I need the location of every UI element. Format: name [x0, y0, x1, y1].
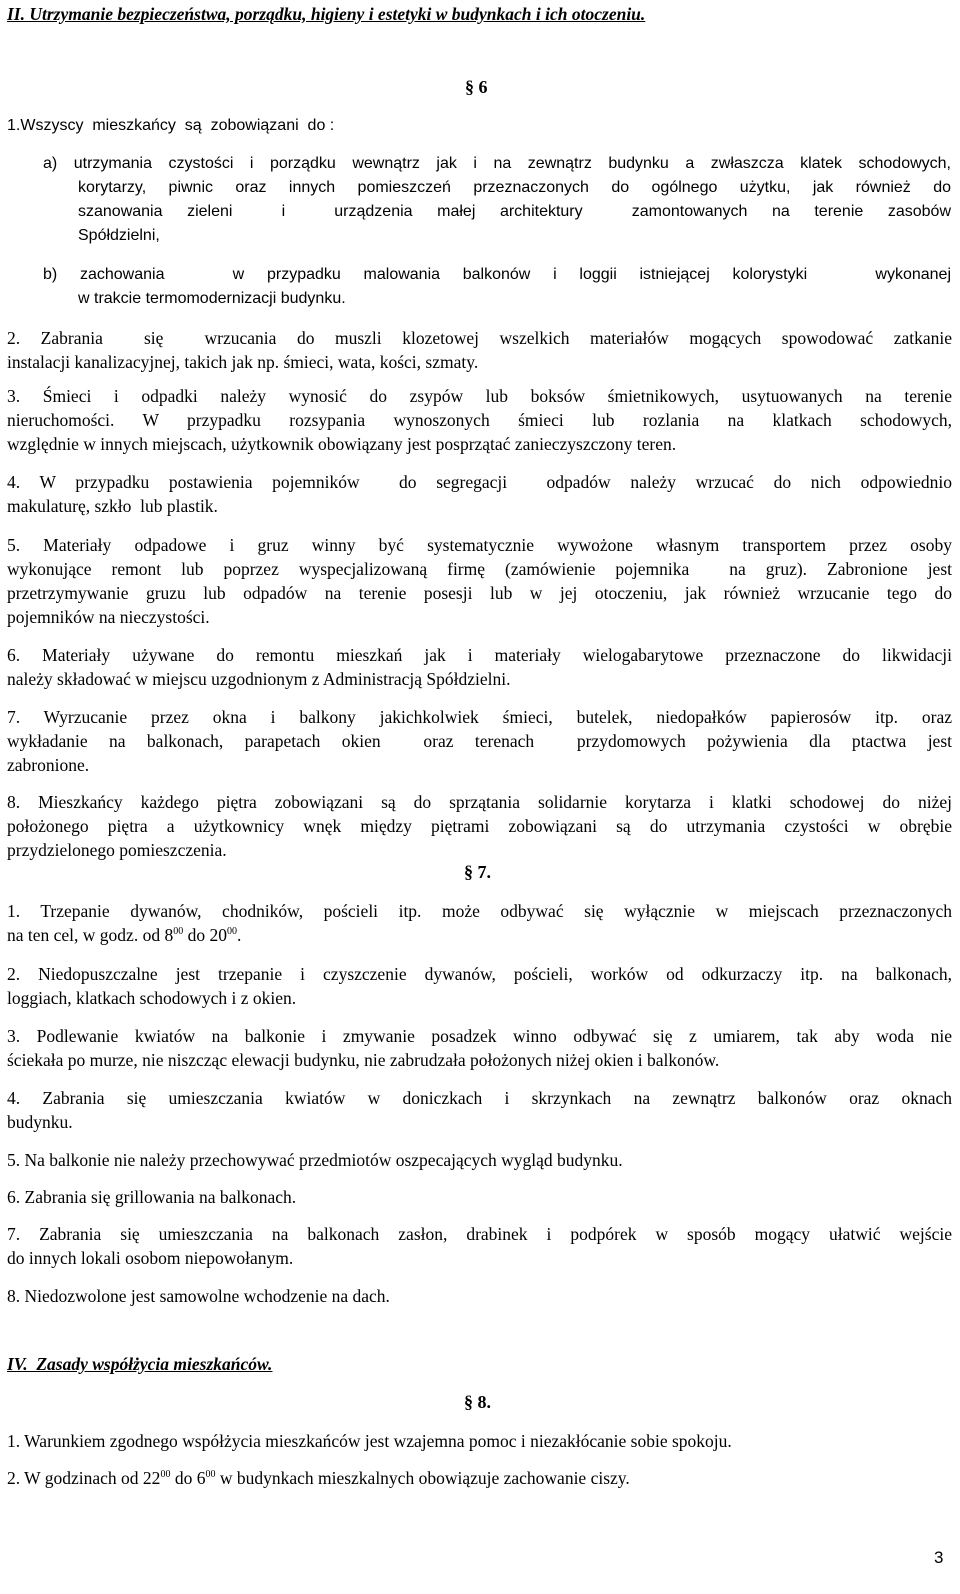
par6-point-6 — [7, 643, 952, 691]
superscript: 00 — [205, 1469, 216, 1481]
par7-point-7 — [7, 1222, 952, 1270]
superscript: 00 — [173, 926, 184, 938]
text-line: wykładanie na balkonach, parapetach okien oraz terenach przydomowych pożywienia dla ptactwa jest — [7, 731, 952, 751]
text-line: 3. Śmieci i odpadki należy wynosić do zsypów lub boksów śmietnikowych, usytuowanych na terenie — [7, 386, 952, 406]
par7-point-5 — [7, 1148, 952, 1172]
text-line: względnie w innych miejscach, użytkownik obowiązany jest posprzątać zanieczyszczony teren. — [7, 434, 677, 454]
text-line: 5. Materiały odpadowe i gruz winny być systematycznie wywożone własnym transportem przez osoby — [7, 535, 952, 555]
par7-point-6 — [7, 1185, 952, 1209]
par6-point-8 — [7, 790, 952, 862]
superscript: 00 — [160, 1469, 171, 1481]
par6-point-5 — [7, 533, 952, 629]
text-line: należy składować w miejscu uzgodnionym z Administracją Spółdzielni. — [7, 669, 511, 689]
text-line: makulaturę, szkło lub plastik. — [7, 496, 218, 516]
text-line: 8. Niedozwolone jest samowolne wchodzenie na dach. — [7, 1286, 390, 1306]
text-line: 7. Wyrzucanie przez okna i balkony jakichkolwiek śmieci, butelek, niedopałków papierosów itp. oraz — [7, 707, 952, 727]
text-fragment: do 6 — [170, 1468, 206, 1488]
text-line: budynku. — [7, 1112, 73, 1132]
paragraph-mark-8: § 8. — [464, 1392, 491, 1412]
superscript: 00 — [226, 926, 237, 938]
text-fragment: 2. W godzinach od 22 — [7, 1468, 161, 1488]
text-line: Spółdzielni, — [78, 227, 160, 244]
text-line: 3. Podlewanie kwiatów na balkonie i zmywanie posadzek winno odbywać się z umiarem, tak aby woda nie — [7, 1026, 952, 1046]
par6-intro: 1.Wszyscy mieszkańcy są zobowiązani do : — [7, 117, 335, 134]
text-line: b) zachowania w przypadku malowania balkonów i loggii istniejącej kolorystyki wykonanej — [43, 266, 951, 283]
section-heading-iv: IV. Zasady współżycia mieszkańców. — [7, 1354, 273, 1374]
text-line: wykonujące remont lub poprzez wyspecjalizowaną firmę (zamówienie pojemnika na gruz). Zabronione jest — [7, 559, 952, 579]
text-line: 2. Niedopuszczalne jest trzepanie i czyszczenie dywanów, pościeli, worków od odkurzaczy itp. na balkonach, — [7, 964, 952, 984]
text-line: 8. Mieszkańcy każdego piętra zobowiązani są do sprzątania solidarnie korytarza i klatki schodowej do niżej — [7, 792, 952, 812]
text-line: pojemników na nieczystości. — [7, 607, 210, 627]
par7-point-2 — [7, 962, 952, 1010]
par8-point-1 — [7, 1429, 952, 1453]
text-line: loggiach, klatkach schodowych i z okien. — [7, 988, 297, 1008]
text-line: 1. Trzepanie dywanów, chodników, pościeli itp. może odbywać się wyłącznie w miejscach przeznaczonych — [7, 901, 952, 921]
text-fragment: . — [236, 925, 242, 945]
text-line: położonego piętra a użytkownicy wnęk między piętrami zobowiązani są do utrzymania czystości w obrębie — [7, 816, 952, 836]
paragraph-mark-6: § 6 — [465, 77, 488, 97]
par7-point-8 — [7, 1284, 952, 1308]
text-line: ściekała po murze, nie niszcząc elewacji budynku, nie zabrudzała położonych niżej okien i balkonów. — [7, 1050, 720, 1070]
par6-point-2 — [7, 326, 952, 374]
text-line: korytarzy, piwnic oraz innych pomieszczeń przeznaczonych do ogólnego użytku, jak również do — [78, 179, 951, 196]
text-line: 2. Zabrania się wrzucania do muszli klozetowej wszelkich materiałów mogących spowodować zatkanie — [7, 328, 952, 348]
paragraph-mark-7: § 7. — [464, 862, 491, 882]
par8-point-2 — [7, 1466, 952, 1490]
text-line — [7, 1466, 952, 1490]
page-number: 3 — [934, 1548, 944, 1567]
text-line: 6. Zabrania się grillowania na balkonach. — [7, 1187, 297, 1207]
par6-point-4 — [7, 470, 952, 518]
text-fragment: na ten cel, w godz. od 8 — [7, 925, 174, 945]
par7-point-1 — [7, 899, 952, 947]
par7-point-4 — [7, 1086, 952, 1134]
par7-point-3 — [7, 1024, 952, 1072]
text-line: 5. Na balkonie nie należy przechowywać przedmiotów oszpecających wygląd budynku. — [7, 1150, 623, 1170]
text-fragment: w budynkach mieszkalnych obowiązuje zachowanie ciszy. — [215, 1468, 630, 1488]
par6-item-b — [43, 263, 951, 311]
text-line: a) utrzymania czystości i porządku wewnątrz jak i na zewnątrz budynku a zwłaszcza klatek schodowych, — [43, 155, 951, 172]
text-line: 6. Materiały używane do remontu mieszkań jak i materiały wielogabarytowe przeznaczone do likwidacji — [7, 645, 952, 665]
text-line: zabronione. — [7, 755, 90, 775]
text-line: 7. Zabrania się umieszczania na balkonach zasłon, drabinek i podpórek w sposób mogący ułatwić wejście — [7, 1224, 952, 1244]
text-line: 1. Warunkiem zgodnego współżycia mieszkańców jest wzajemna pomoc i niezakłócanie sobie spokoju. — [7, 1431, 732, 1451]
par6-point-3 — [7, 384, 952, 456]
text-line: szanowania zieleni i urządzenia małej architektury zamontowanych na terenie zasobów — [78, 203, 951, 220]
text-line: przetrzymywanie gruzu lub odpadów na terenie posesji lub w jej otoczeniu, jak również wrzucanie tego do — [7, 583, 952, 603]
text-line: przydzielonego pomieszczenia. — [7, 840, 227, 860]
text-line: nieruchomości. W przypadku rozsypania wynoszonych śmieci lub rozlania na klatkach schodowych, — [7, 410, 952, 430]
text-line — [7, 923, 952, 947]
par6-point-7 — [7, 705, 952, 777]
section-heading-ii: II. Utrzymanie bezpieczeństwa, porządku, higieny i estetyki w budynkach i ich otoczeniu. — [7, 4, 646, 24]
text-line: instalacji kanalizacyjnej, takich jak np. śmieci, wata, kości, szmaty. — [7, 352, 479, 372]
text-fragment: do 20 — [183, 925, 227, 945]
text-line: do innych lokali osobom niepowołanym. — [7, 1248, 294, 1268]
text-line: 4. Zabrania się umieszczania kwiatów w doniczkach i skrzynkach na zewnątrz balkonów oraz oknach — [7, 1088, 952, 1108]
text-line: 4. W przypadku postawienia pojemników do segregacji odpadów należy wrzucać do nich odpowiednio — [7, 472, 952, 492]
par6-item-a — [43, 152, 951, 248]
text-line: w trakcie termomodernizacji budynku. — [78, 290, 346, 307]
